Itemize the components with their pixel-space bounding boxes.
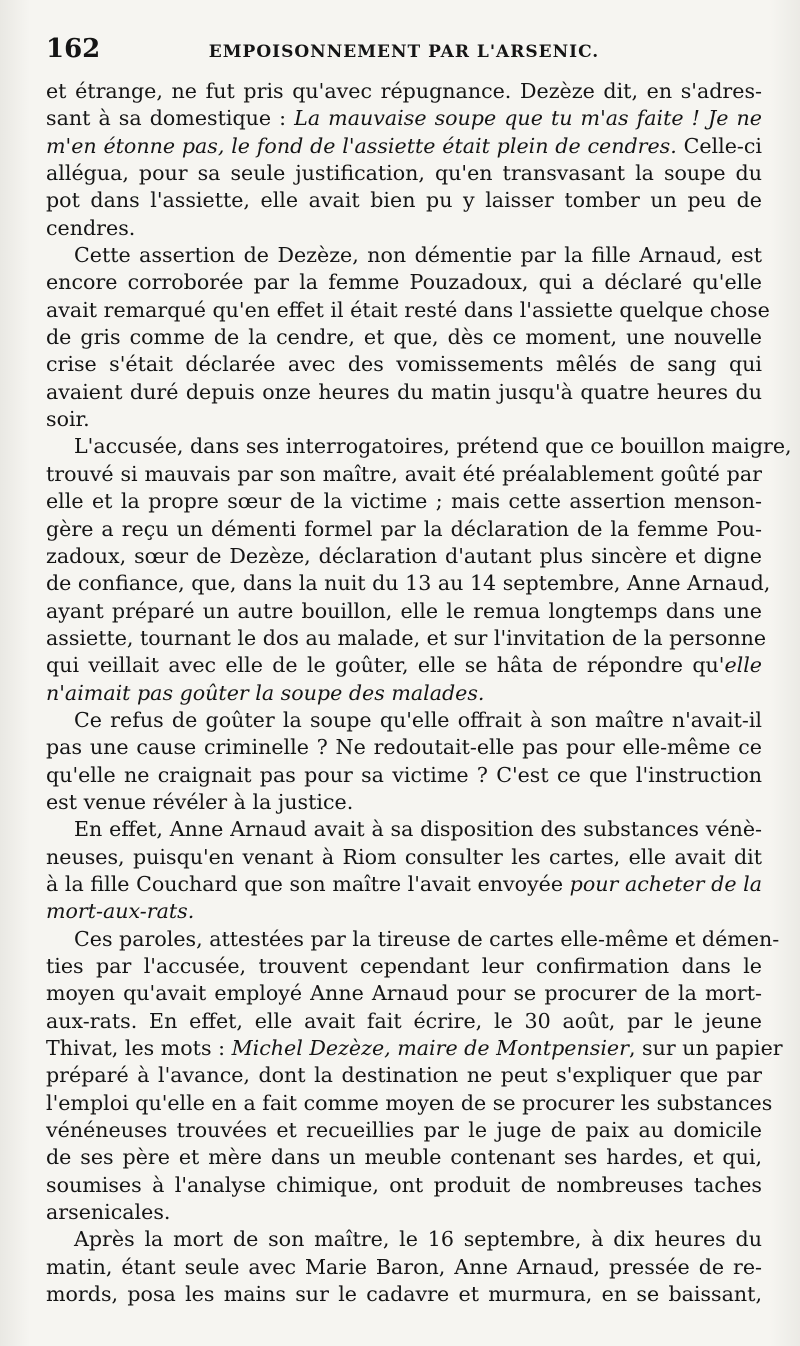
text-segment: Ce refus de goûter la soupe qu'elle offrait à son maître n'avait-il: [74, 707, 762, 732]
text-segment: et étrange, ne fut pris qu'avec répugnance. Dezèze dit, en s'adres-: [46, 79, 762, 103]
text-line: [46, 269, 762, 296]
text-segment: encore corroborée par la femme Pouzadoux, qui a déclaré qu'elle: [46, 270, 762, 295]
text-line: [46, 187, 762, 214]
text-segment: ties par l'accusée, trouvent cependant leur confirmation dans le: [46, 954, 762, 978]
text-segment: pas une cause criminelle ? Ne redoutait-elle pas pour elle-même ce: [46, 735, 762, 760]
text-segment: Après la mort de son maître, le 16 septembre, à dix heures du: [74, 1227, 762, 1252]
text-segment: mords, posa les mains sur le cadavre et murmura, en se baissant,: [46, 1282, 762, 1307]
text-line: [46, 1117, 762, 1144]
text-line: [46, 871, 762, 898]
text-line: [46, 1008, 762, 1035]
text-segment: trouvé si mauvais par son maître, avait été préalablement goûté par: [46, 461, 762, 486]
text-line: [46, 215, 762, 242]
text-line: [46, 78, 762, 105]
text-segment: pot dans l'assiette, elle avait bien pu y laisser tomber un peu de: [46, 188, 762, 213]
text-line: [46, 133, 762, 160]
running-title: EMPOISONNEMENT PAR L'ARSENIC.: [208, 42, 600, 62]
text-line: [46, 488, 762, 515]
text-segment: est venue révéler à la justice.: [46, 789, 354, 814]
text-segment: Thivat, les mots :: [46, 1036, 232, 1061]
text-line: [46, 105, 762, 132]
text-segment: neuses, puisqu'en venant à Riom consulter les cartes, elle avait dit: [46, 844, 762, 869]
text-segment: ayant préparé un autre bouillon, elle le remua longtemps dans une: [46, 598, 762, 623]
text-line: [46, 1172, 762, 1199]
text-line: [46, 433, 792, 460]
text-segment: Cette assertion de Dezèze, non démentie par la fille Arnaud, est: [74, 243, 762, 268]
page-number: 162: [46, 34, 101, 64]
text-line: [46, 324, 762, 351]
text-segment: qui veillait avec elle de le goûter, elle se hâta de répondre qu': [46, 653, 725, 678]
text-segment: cendres.: [46, 215, 136, 240]
text-segment: Ces paroles, attestées par la tireuse de cartes elle-même et démen-: [74, 926, 780, 951]
text-line: [46, 1090, 773, 1117]
italic-text-segment: pour acheter de la: [569, 871, 762, 896]
text-segment: assiette, tournant le dos au malade, et sur l'invitation de la personne: [46, 625, 767, 650]
italic-text-segment: Michel Dezèze, maire de Montpensier: [231, 1036, 629, 1061]
text-segment: préparé à l'avance, dont la destination ne peut s'expliquer que par: [46, 1063, 762, 1088]
text-segment: soir.: [46, 407, 90, 432]
italic-text-segment: La mauvaise soupe que tu m'as faite ! Je ne: [294, 106, 762, 131]
text-line: [46, 625, 767, 652]
text-line: [46, 816, 762, 843]
text-line: [46, 680, 762, 707]
text-segment: zadoux, sœur de Dezèze, déclaration d'autant plus sincère et digne: [46, 543, 762, 568]
text-segment: avait remarqué qu'en effet il était resté dans l'assiette quelque chose: [46, 297, 770, 322]
text-segment: vénéneuses trouvées et recueillies par le juge de paix au domicile: [46, 1118, 762, 1143]
body-text: [46, 78, 792, 1308]
text-segment: Celle-ci: [676, 133, 762, 158]
text-segment: qu'elle ne craignait pas pour sa victime ? C'est ce que l'instruction: [46, 762, 762, 787]
text-segment: L'accusée, dans ses interrogatoires, prétend que ce bouillon maigre,: [74, 434, 792, 459]
text-segment: aux-rats. En effet, elle avait fait écrire, le 30 août, par le jeune: [46, 1008, 762, 1033]
text-segment: sant à sa domestique :: [46, 106, 295, 131]
text-segment: elle et la propre sœur de la victime ; mais cette assertion menson-: [46, 489, 762, 514]
text-segment: de gris comme de la cendre, et que, dès ce moment, une nouvelle: [46, 325, 762, 350]
text-line: [46, 406, 762, 433]
text-segment: moyen qu'avait employé Anne Arnaud pour se procurer de la mort-: [46, 981, 762, 1006]
text-segment: , sur un papier: [628, 1036, 783, 1061]
text-segment: En effet, Anne Arnaud avait à sa disposition des substances vénè-: [74, 817, 762, 842]
text-segment: gère a reçu un démenti formel par la déclaration de la femme Pou-: [46, 516, 762, 541]
italic-text-segment: mort-aux-rats.: [46, 899, 195, 924]
text-line: [46, 160, 762, 187]
text-line: [46, 543, 762, 570]
text-line: [46, 516, 762, 543]
text-line: [46, 953, 762, 980]
page-header: [46, 34, 762, 76]
text-line: [46, 598, 762, 625]
text-line: [46, 461, 762, 488]
text-line: [46, 734, 762, 761]
text-line: [46, 926, 780, 953]
text-segment: soumises à l'analyse chimique, ont produit de nombreuses taches: [46, 1172, 762, 1197]
text-line: [46, 789, 762, 816]
text-line: [46, 1144, 762, 1171]
text-line: [46, 980, 762, 1007]
text-line: [46, 844, 762, 871]
text-line: [46, 652, 762, 679]
text-segment: matin, étant seule avec Marie Baron, Anne Arnaud, pressée de re-: [46, 1254, 762, 1279]
text-line: [46, 1199, 762, 1226]
text-segment: de confiance, que, dans la nuit du 13 au 14 septembre, Anne Arnaud,: [46, 571, 771, 596]
text-line: [46, 1035, 783, 1062]
text-segment: de ses père et mère dans un meuble contenant ses hardes, et qui,: [46, 1145, 762, 1170]
text-segment: arsenicales.: [46, 1200, 171, 1225]
text-line: [46, 707, 762, 734]
text-line: [46, 379, 762, 406]
text-segment: l'emploi qu'elle en a fait comme moyen de se procurer les substances: [46, 1090, 773, 1115]
text-line: [46, 762, 762, 789]
text-segment: allégua, pour sa seule justification, qu'en transvasant la soupe du: [46, 161, 762, 186]
text-line: [46, 570, 771, 597]
text-line: [46, 1254, 762, 1281]
text-line: [46, 297, 770, 324]
italic-text-segment: m'en étonne pas, le fond de l'assiette était plein de cendres.: [46, 133, 677, 158]
text-line: [46, 242, 762, 269]
text-line: [46, 1281, 762, 1308]
text-segment: crise s'était déclarée avec des vomissements mêlés de sang qui: [46, 352, 762, 377]
text-line: [46, 898, 762, 925]
text-segment: avaient duré depuis onze heures du matin jusqu'à quatre heures du: [46, 379, 762, 404]
text-segment: à la fille Couchard que son maître l'avait envoyée: [46, 871, 570, 896]
italic-text-segment: n'aimait pas goûter la soupe des malades.: [46, 680, 485, 705]
text-line: [46, 351, 762, 378]
text-line: [46, 1226, 762, 1253]
text-line: [46, 1062, 762, 1089]
italic-text-segment: elle: [724, 653, 762, 678]
